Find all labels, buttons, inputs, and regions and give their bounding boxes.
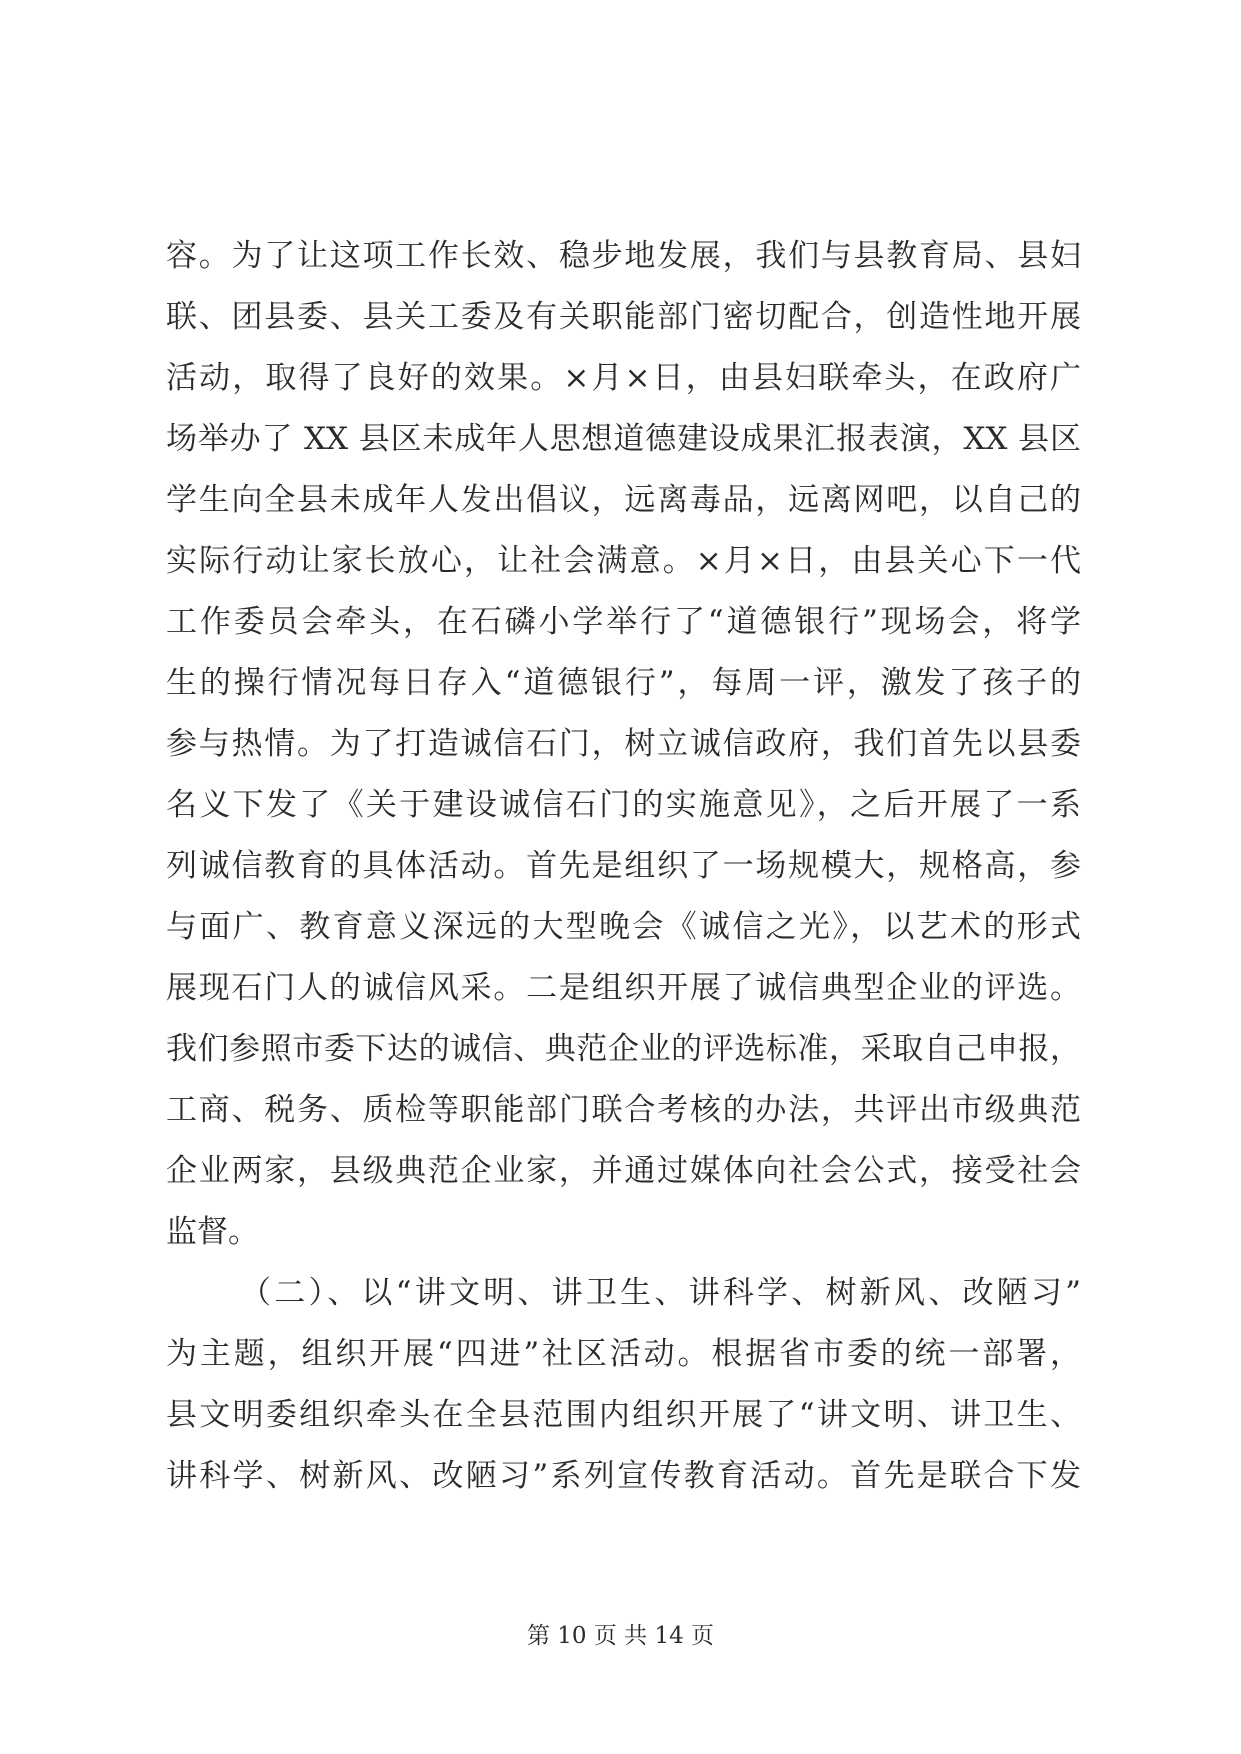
body-line: 与面广、教育意义深远的大型晚会《诚信之光》，以艺术的形式 — [166, 909, 1081, 945]
document-body — [166, 226, 1081, 1507]
body-line: 名义下发了《关于建设诚信石门的实施意见》，之后开展了一系 — [166, 787, 1081, 823]
body-line: 场举办了 XX 县区未成年人思想道德建设成果汇报表演，XX 县区 — [166, 421, 1081, 457]
body-line: 列诚信教育的具体活动。首先是组织了一场规模大，规格高，参 — [166, 848, 1081, 884]
body-line: 讲科学、树新风、改陋习”系列宣传教育活动。首先是联合下发 — [166, 1458, 1081, 1494]
body-line: 活动，取得了良好的效果。×月×日，由县妇联牵头，在政府广 — [166, 360, 1081, 396]
body-line: 展现石门人的诚信风采。二是组织开展了诚信典型企业的评选。 — [166, 970, 1081, 1006]
body-line: 工商、税务、质检等职能部门联合考核的办法，共评出市级典范 — [166, 1092, 1081, 1128]
body-line: 学生向全县未成年人发出倡议，远离毒品，远离网吧，以自己的 — [166, 482, 1081, 518]
body-line: 县文明委组织牵头在全县范围内组织开展了“讲文明、讲卫生、 — [166, 1397, 1081, 1433]
body-line: 监督。 — [166, 1214, 259, 1250]
body-line: 为主题，组织开展“四进”社区活动。根据省市委的统一部署， — [166, 1336, 1081, 1372]
body-line: 容。为了让这项工作长效、稳步地发展，我们与县教育局、县妇 — [166, 238, 1081, 274]
body-line: 生的操行情况每日存入“道德银行”，每周一评，激发了孩子的 — [166, 665, 1081, 701]
body-line: 我们参照市委下达的诚信、典范企业的评选标准，采取自己申报， — [166, 1031, 1081, 1067]
body-line: 联、团县委、县关工委及有关职能部门密切配合，创造性地开展 — [166, 299, 1081, 335]
page-footer — [0, 1617, 1241, 1650]
body-line: 企业两家，县级典范企业家，并通过媒体向社会公式，接受社会 — [166, 1153, 1081, 1189]
body-line: 参与热情。为了打造诚信石门，树立诚信政府，我们首先以县委 — [166, 726, 1081, 762]
body-line: 实际行动让家长放心，让社会满意。×月×日，由县关心下一代 — [166, 543, 1081, 579]
section-heading-line: （二）、以“讲文明、讲卫生、讲科学、树新风、改陋习” — [240, 1275, 1081, 1311]
body-line: 工作委员会牵头，在石磷小学举行了“道德银行”现场会，将学 — [166, 604, 1081, 640]
page-number-label: 第 10 页 共 14 页 — [526, 1623, 715, 1649]
